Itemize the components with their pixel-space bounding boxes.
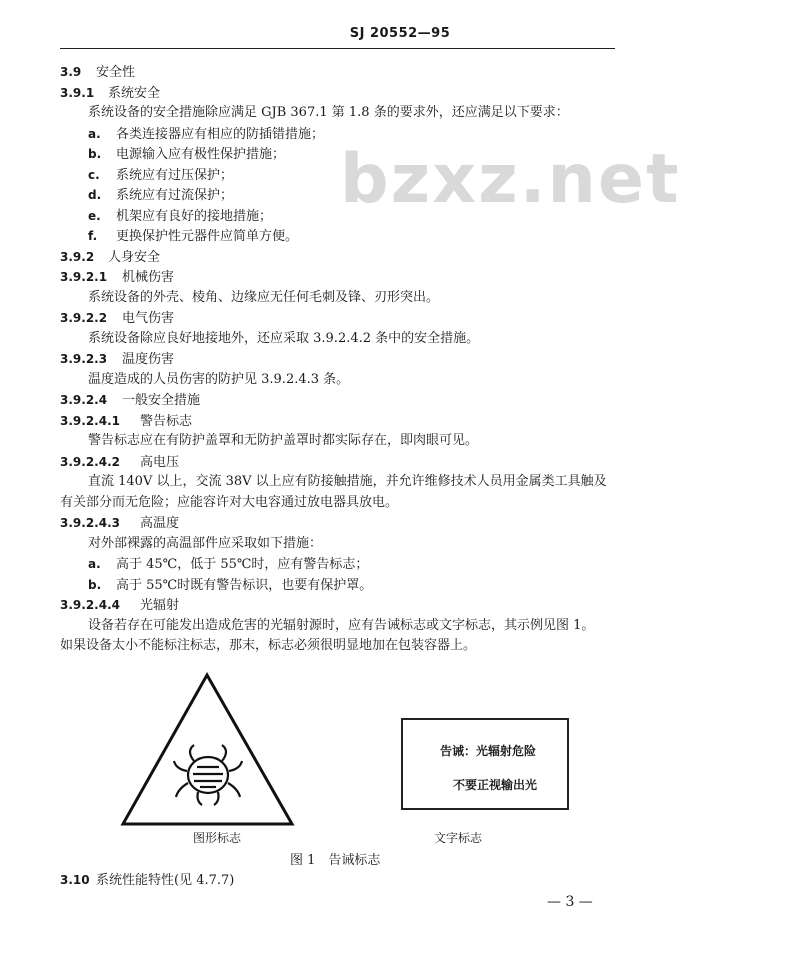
list-item: a. 各类连接器应有相应的防插错措施； <box>88 126 325 142</box>
list-item: b. 电源输入应有极性保护措施； <box>88 147 286 162</box>
text-sign-caption: 文字标志 <box>434 831 483 845</box>
list-item: e. 机架应有良好的接地措施； <box>88 208 273 224</box>
paragraph: 警告标志应在有防护盖罩和无防护盖罩时都实际存在，即肉眼可见。 <box>88 433 479 448</box>
laser-warning-triangle-icon <box>120 672 295 827</box>
paragraph: 直流 140V 以上，交流 38V 以上应有防接触措施，并允许维修技术人员用金属类工具触及 <box>88 474 607 489</box>
section-3-9-2-1: 3.9.2.1 机械伤害 <box>60 270 175 285</box>
page-header: SJ 20552—95 <box>349 26 451 41</box>
list-item: a. 高于 45℃，低于 55℃时，应有警告标志； <box>88 557 369 572</box>
section-3-9-1: 3.9.1 系统安全 <box>60 85 161 101</box>
list-item: f. 更换保护性元器件应简单方便。 <box>88 229 299 244</box>
section-3-9-2: 3.9.2 人身安全 <box>60 249 161 265</box>
paragraph: 对外部裸露的高温部件应采取如下措施： <box>88 535 323 551</box>
paragraph: 系统设备的外壳、棱角、边缘应无任何毛刺及锋、刃形突出。 <box>88 289 440 305</box>
paragraph: 温度造成的人员伤害的防护见 3.9.2.4.3 条。 <box>88 371 350 387</box>
list-item: b. 高于 55℃时既有警告标识，也要有保护罩。 <box>88 577 373 593</box>
paragraph: 系统设备的安全措施除应满足 GJB 367.1 第 1.8 条的要求外，还应满足以下要求： <box>88 105 569 120</box>
sign-line-2: 不要正视输出光 <box>453 778 538 792</box>
paragraph-continuation: 如果设备太小不能标注标志，那末，标志必须很明显地加在包装容器上。 <box>60 638 477 653</box>
section-3-9-2-4: 3.9.2.4 一般安全措施 <box>60 393 201 408</box>
text-warning-sign <box>401 718 569 810</box>
sign-line-1: 告诫：光辐射危险 <box>440 744 537 758</box>
section-3-9-2-4-3: 3.9.2.4.3 高温度 <box>60 516 180 531</box>
section-3-9-2-2: 3.9.2.2 电气伤害 <box>60 311 175 326</box>
paragraph: 设备若存在可能发出造成危害的光辐射源时，应有告诫标志或文字标志，其示例见图 1。 <box>88 617 595 633</box>
section-3-10: 3.10 系统性能特性(见 4.7.7) <box>60 873 235 888</box>
section-3-9-2-4-4: 3.9.2.4.4 光辐射 <box>60 598 180 613</box>
section-3-9: 3.9 安全性 <box>60 65 136 80</box>
document-body <box>60 62 620 657</box>
header-rule <box>60 48 615 49</box>
list-item: c. 系统应有过压保护； <box>88 167 234 183</box>
paragraph-continuation: 有关部分而无危险；应能容许对大电容通过放电器具放电。 <box>60 494 399 510</box>
graphic-sign-caption: 图形标志 <box>193 831 242 845</box>
watermark: bzxz.net <box>340 140 681 219</box>
page-number: — 3 — <box>547 894 593 910</box>
section-3-9-2-3: 3.9.2.3 温度伤害 <box>60 352 175 367</box>
list-item: d. 系统应有过流保护； <box>88 188 234 203</box>
section-3-9-2-4-2: 3.9.2.4.2 高电压 <box>60 454 180 470</box>
figure-caption: 图 1 告诫标志 <box>290 853 381 868</box>
paragraph: 系统设备除应良好地接地外，还应采取 3.9.2.4.2 条中的安全措施。 <box>88 330 480 346</box>
section-3-9-2-4-1: 3.9.2.4.1 警告标志 <box>60 413 193 429</box>
